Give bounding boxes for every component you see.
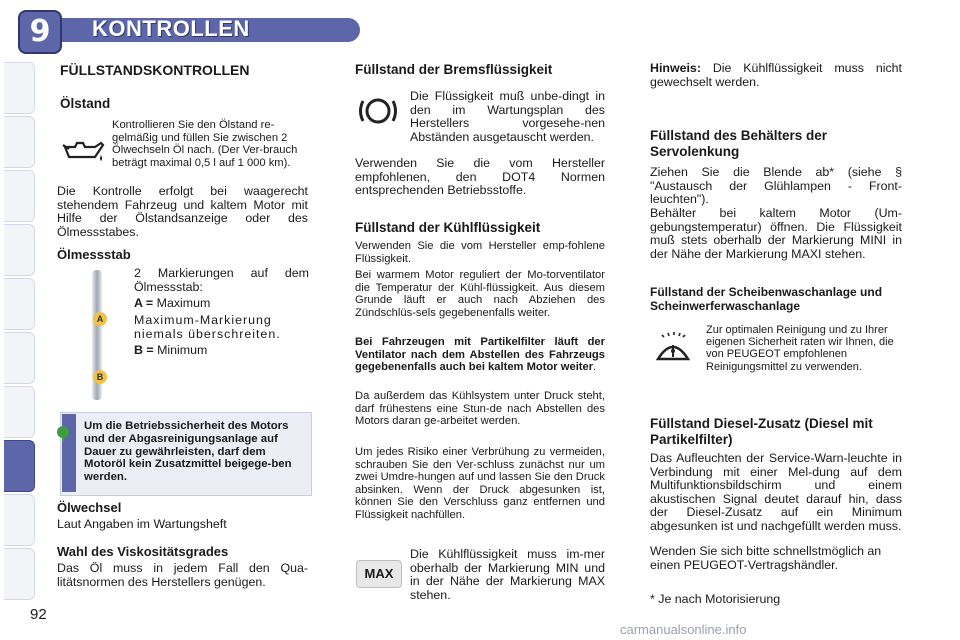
coolant-p1: Verwenden Sie die vom Hersteller emp-fohlene Flüssigkeit. [355,240,605,265]
washer-icon [650,326,696,372]
servo-p2: Behälter bei kaltem Motor (Um-gebungstemperatur) öffnen. Die Flüssigkeit muß stets oberhalb der Markierung MINI in der Nähe der Markierung MAXI stehen. [650,206,902,261]
section-title: FÜLLSTANDSKONTROLLEN [60,62,250,78]
mark-a-line: A = Maximum [134,296,211,310]
oil-can-icon [60,130,106,170]
chapter-tab[interactable] [4,62,35,114]
servo-p1: Ziehen Sie die Blende ab* (siehe § "Austausch der Glühlampen - Front-leuchten"). [650,165,902,207]
coolant-p5: Um jedes Risiko einer Verbrühung zu vermeiden, schrauben Sie den Ver-schluss zunächst nur um zwei Umdre-hungen auf und lassen Sie den Druck absinken. Wenn der Druck abgesunken ist, können Sie den Verschluss ganz entfernen und Flüssigkeit nachfüllen. [355,446,605,521]
chapter-tab[interactable] [4,548,35,600]
page-number: 92 [30,606,47,623]
chapter-tab[interactable] [4,332,35,384]
chapter-tab[interactable] [4,278,35,330]
dipstick-text: 2 Markierungen auf dem Ölmessstab: [134,266,309,294]
chapter-tab[interactable] [4,494,35,546]
oil-note: Kontrollieren Sie den Ölstand re-gelmäßig und füllen Sie zwischen 2 Ölwechseln Öl nach. (Der Ver-brauch beträgt maximal 0,5 l auf 1 000 km). [112,119,298,169]
mark-b-line: B = Minimum [134,343,208,357]
coolant-hint: Hinweis: Die Kühlflüssigkeit muss nicht gewechselt werden. [650,61,902,89]
washer-heading: Füllstand der Scheibenwaschanlage und Scheinwerferwaschanlage [650,285,883,313]
viscosity-heading: Wahl des Viskositätsgrades [57,544,229,559]
warning-text: Um die Betriebssicherheit des Motors und der Abgasreinigungsanlage auf Dauer zu gewährleisten, darf dem Motoröl kein Zusatzmittel beigege-ben werden. [84,420,292,484]
servo-heading: Füllstand des Behälters der Servolenkung [650,128,828,159]
marker-a: A [93,312,107,326]
tree-icon [52,424,74,444]
oil-change-text: Laut Angaben im Wartungsheft [57,517,227,531]
washer-note: Zur optimalen Reinigung und zu Ihrer eigenen Sicherheit raten wir Ihnen, die von PEUGEOT empfohlenen Reinigungsmittel zu verwenden. [706,324,894,373]
oil-body: Die Kontrolle erfolgt bei waagerecht stehendem Fahrzeug und kaltem Motor mit Hilfe der Ölstandsanzeige oder des Ölmessstabes. [57,184,308,239]
coolant-p2: Bei warmem Motor reguliert der Mo-torventilator die Temperatur der Kühl-flüssigkeit. Aus diesem Grunde läuft er auch nach Abziehen des Zündschlüs-sels gegebenenfalls weiter. [355,269,605,319]
brake-fluid-note: Die Flüssigkeit muß unbe-dingt in den im Wartungsplan des Herstellers vorgesehe-nen Abständen ausgetauscht werden. [410,89,605,144]
oil-level-heading: Ölstand [60,96,111,111]
page-title: KONTROLLEN [92,16,250,41]
limit-text: Maximum-Markierung niemals überschreiten. [134,313,281,341]
chapter-number-badge: 9 [18,10,62,54]
coolant-p3: Bei Fahrzeugen mit Partikelfilter läuft der Ventilator nach dem Abstellen des Fahrzeugs gegebenenfalls auch bei kaltem Motor weiter. [355,336,605,374]
footnote: * Je nach Motorisierung [650,592,781,606]
chapter-tab-rail [0,0,50,640]
watermark: carmanualsonline.info [620,622,747,637]
diesel-additive-heading: Füllstand Diesel-Zusatz (Diesel mit Partikelfilter) [650,416,873,447]
coolant-heading: Füllstand der Kühlflüssigkeit [355,220,541,235]
chapter-tab-active[interactable] [4,440,35,492]
brake-fluid-body: Verwenden Sie die vom Hersteller empfohlenen, den DOT4 Normen entsprechenden Betriebsstoffe. [355,156,605,198]
max-mark-icon: MAX [356,560,402,588]
diesel-p1: Das Aufleuchten der Service-Warn-leuchte in Verbindung mit einer Mel-dung auf dem Multifunktionsbildschirm und einem akustischen Signal deutet darauf hin, dass der Diesel-Zusatz auf ein Minimum abgesunken ist und nachgefüllt werden muss. [650,451,902,533]
brake-fluid-heading: Füllstand der Bremsflüssigkeit [355,62,553,77]
chapter-tab[interactable] [4,170,35,222]
diesel-p2: Wenden Sie sich bitte schnellstmöglich an einen PEUGEOT-Vertragshändler. [650,544,882,572]
coolant-p4: Da außerdem das Kühlsystem unter Druck steht, darf frühestens eine Stun-de nach Abstellen des Motors daran ge-arbeitet werden. [355,390,605,428]
chapter-tab[interactable] [4,116,35,168]
chapter-tab[interactable] [4,224,35,276]
oil-change-heading: Ölwechsel [57,500,122,515]
marker-b: B [93,370,107,384]
chapter-tab[interactable] [4,386,35,438]
coolant-max-note: Die Kühlflüssigkeit muss im-mer oberhalb der Markierung MIN und in der Nähe der Markierung MAX stehen. [410,547,605,602]
dipstick-heading: Ölmessstab [57,247,131,262]
brake-fluid-icon [355,88,401,134]
viscosity-text: Das Öl muss in jedem Fall den Qua-litätsnormen des Herstellers genügen. [57,561,308,589]
